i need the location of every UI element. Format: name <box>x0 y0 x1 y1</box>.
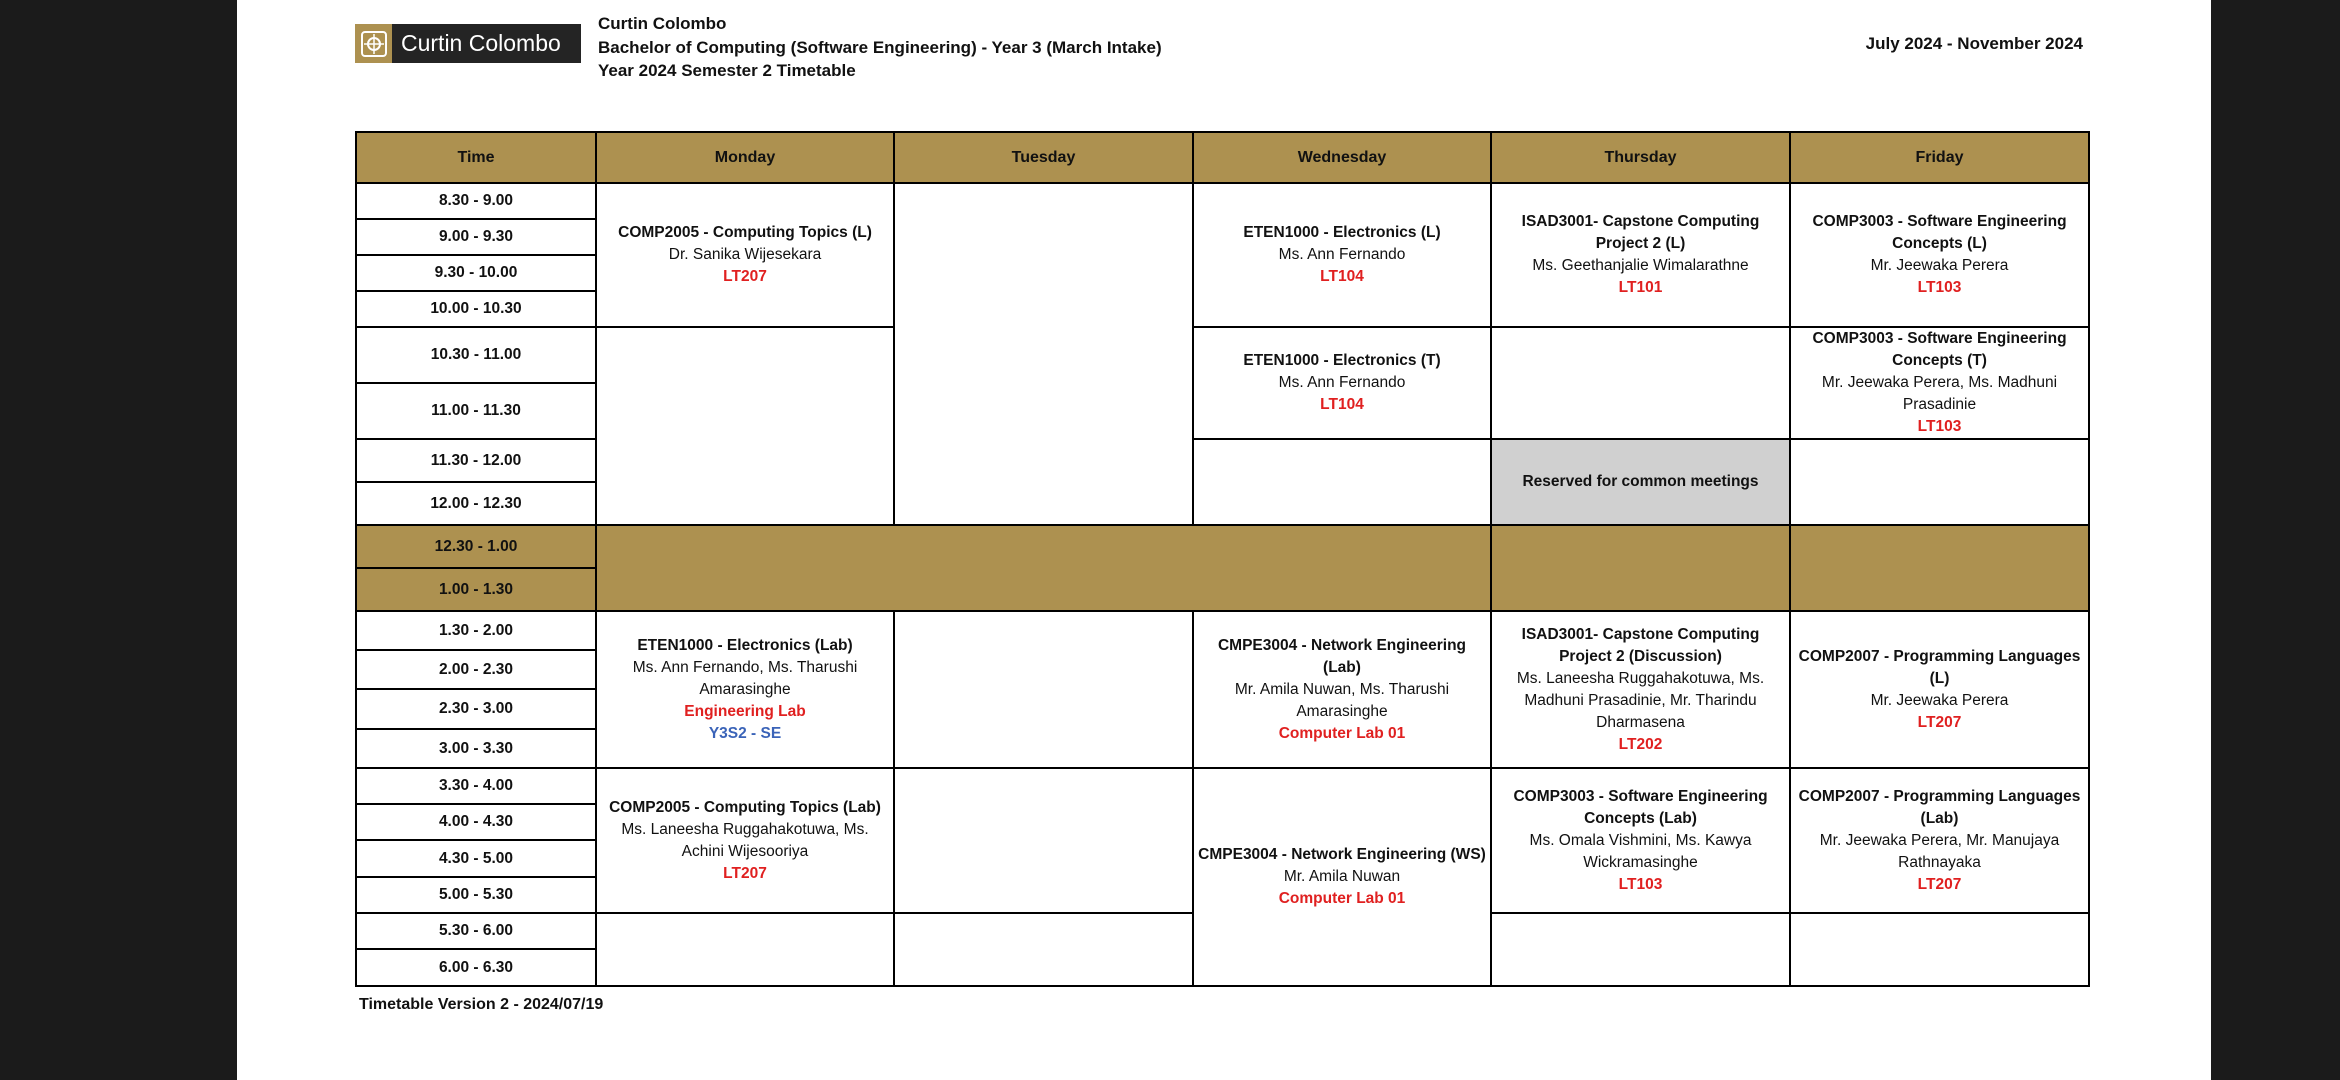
crest-icon <box>355 24 392 63</box>
session-cell <box>1491 183 1790 327</box>
room-label: LT207 <box>1917 875 1962 893</box>
time-slot: 4.30 - 5.00 <box>356 840 596 877</box>
institution-name: Curtin Colombo <box>598 14 727 33</box>
curtin-logo <box>355 24 581 63</box>
course-name: ETEN1000 - Electronics (Lab) <box>637 636 853 654</box>
column-header-tuesday: Tuesday <box>894 132 1193 183</box>
time-slot: 4.00 - 4.30 <box>356 804 596 840</box>
lecturer-name: Mr. Jeewaka Perera <box>1870 691 2009 709</box>
course-name: ISAD3001- Capstone Computing Project 2 (Discussion) <box>1521 625 1760 665</box>
time-slot: 8.30 - 9.00 <box>356 183 596 219</box>
lecturer-name: Mr. Amila Nuwan, Ms. Tharushi Amarasinghe <box>1234 680 1450 720</box>
lecturer-name: Dr. Sanika Wijesekara <box>668 246 822 263</box>
date-range: July 2024 - November 2024 <box>1865 34 2083 53</box>
time-slot: 1.30 - 2.00 <box>356 611 596 650</box>
document-header <box>598 12 1162 83</box>
lecturer-name: Ms. Omala Vishmini, Ms. Kawya Wickramasinghe <box>1529 831 1752 871</box>
lecturer-name: Ms. Ann Fernando, Ms. Tharushi Amarasinghe <box>632 658 858 698</box>
lecturer-name: Ms. Ann Fernando <box>1278 246 1406 263</box>
programme-title: Bachelor of Computing (Software Engineering) - Year 3 (March Intake) <box>598 37 1162 57</box>
time-slot: 1.00 - 1.30 <box>356 568 596 611</box>
empty-cell <box>1790 439 2089 525</box>
lecturer-name: Ms. Laneesha Ruggahakotuwa, Ms. Achini Wijesooriya <box>621 820 869 860</box>
logo-text: Curtin Colombo <box>401 30 561 56</box>
course-name: COMP3003 - Software Engineering Concepts (Lab) <box>1513 787 1768 827</box>
room-label: LT101 <box>1618 279 1663 296</box>
lecturer-name: Ms. Geethanjalie Wimalarathne <box>1532 257 1749 274</box>
room-label: LT207 <box>723 864 767 882</box>
room-label: LT202 <box>1618 735 1663 753</box>
lunch-block <box>1790 525 2089 611</box>
course-name: ETEN1000 - Electronics (T) <box>1243 352 1441 369</box>
lecturer-name: Mr. Amila Nuwan <box>1283 868 1401 885</box>
time-slot: 9.30 - 10.00 <box>356 255 596 291</box>
time-slot: 12.00 - 12.30 <box>356 482 596 525</box>
time-slot: 11.00 - 11.30 <box>356 383 596 439</box>
group-label: Y3S2 - SE <box>708 724 782 742</box>
empty-cell <box>1193 439 1491 525</box>
room-label: LT207 <box>723 268 767 285</box>
session-cell <box>1193 768 1491 986</box>
course-name: COMP2005 - Computing Topics (Lab) <box>609 798 881 816</box>
room-label: Computer Lab 01 <box>1278 890 1406 907</box>
lecturer-name: Ms. Ann Fernando <box>1278 374 1406 391</box>
table-row <box>356 183 2089 219</box>
table-row <box>356 611 2089 650</box>
session-cell <box>596 611 894 768</box>
room-label: LT103 <box>1917 279 1962 296</box>
room-label: LT104 <box>1320 268 1364 285</box>
empty-cell <box>1491 913 1790 986</box>
time-slot: 2.00 - 2.30 <box>356 650 596 689</box>
course-name: COMP2007 - Programming Languages (Lab) <box>1798 787 2081 827</box>
column-header-thursday: Thursday <box>1491 132 1790 183</box>
course-name: CMPE3004 - Network Engineering (Lab) <box>1217 636 1467 676</box>
room-label: LT104 <box>1320 396 1364 413</box>
timetable-grid <box>355 131 2090 987</box>
session-cell <box>596 768 894 913</box>
course-name: ISAD3001- Capstone Computing Project 2 (L) <box>1521 213 1760 252</box>
empty-cell <box>596 913 894 986</box>
course-name: COMP2005 - Computing Topics (L) <box>618 224 872 241</box>
course-name: COMP3003 - Software Engineering Concepts (L) <box>1812 213 2067 252</box>
time-slot: 10.00 - 10.30 <box>356 291 596 327</box>
room-label: Engineering Lab <box>684 702 806 720</box>
session-cell <box>1491 611 1790 768</box>
table-row <box>356 327 2089 383</box>
reserved-cell: Reserved for common meetings <box>1491 439 1790 525</box>
time-slot: 10.30 - 11.00 <box>356 327 596 383</box>
session-cell <box>1193 327 1491 439</box>
session-cell <box>596 183 894 327</box>
session-cell <box>1790 611 2089 768</box>
time-slot: 3.30 - 4.00 <box>356 768 596 804</box>
session-cell <box>1193 183 1491 327</box>
lecturer-name: Ms. Laneesha Ruggahakotuwa, Ms. Madhuni Prasadinie, Mr. Tharindu Dharmasena <box>1516 669 1765 731</box>
empty-cell <box>894 913 1193 986</box>
time-slot: 2.30 - 3.00 <box>356 689 596 729</box>
time-slot: 5.00 - 5.30 <box>356 877 596 913</box>
room-label: LT103 <box>1618 875 1663 893</box>
column-header-wednesday: Wednesday <box>1193 132 1491 183</box>
lecturer-name: Mr. Jeewaka Perera, Mr. Manujaya Rathnayaka <box>1819 831 2060 871</box>
version-footer: Timetable Version 2 - 2024/07/19 <box>359 996 604 1013</box>
course-name: COMP3003 - Software Engineering Concepts (T) <box>1812 330 2067 369</box>
course-name: CMPE3004 - Network Engineering (WS) <box>1198 846 1486 863</box>
column-header-friday: Friday <box>1790 132 2089 183</box>
lecturer-name: Mr. Jeewaka Perera, Ms. Madhuni Prasadinie <box>1821 374 2058 413</box>
session-cell <box>1790 327 2089 439</box>
time-slot: 3.00 - 3.30 <box>356 729 596 768</box>
time-slot: 12.30 - 1.00 <box>356 525 596 568</box>
room-label: LT207 <box>1917 713 1962 731</box>
session-cell <box>1790 183 2089 327</box>
time-slot: 9.00 - 9.30 <box>356 219 596 255</box>
time-slot: 5.30 - 6.00 <box>356 913 596 949</box>
header-row <box>356 132 2089 183</box>
course-name: ETEN1000 - Electronics (L) <box>1243 224 1441 241</box>
lunch-block <box>596 525 1491 611</box>
column-header-time: Time <box>356 132 596 183</box>
empty-cell <box>894 768 1193 913</box>
lunch-block <box>1491 525 1790 611</box>
empty-cell <box>1790 913 2089 986</box>
column-header-monday: Monday <box>596 132 894 183</box>
room-label: Computer Lab 01 <box>1278 724 1406 742</box>
course-name: COMP2007 - Programming Languages (L) <box>1798 647 2081 687</box>
session-cell <box>1790 768 2089 913</box>
time-slot: 6.00 - 6.30 <box>356 949 596 986</box>
session-cell <box>1491 768 1790 913</box>
time-slot: 11.30 - 12.00 <box>356 439 596 482</box>
empty-cell <box>894 183 1193 525</box>
empty-cell <box>1491 327 1790 439</box>
table-row <box>356 525 2089 568</box>
timetable-title: Year 2024 Semester 2 Timetable <box>598 61 856 80</box>
table-row <box>356 768 2089 804</box>
timetable-page <box>237 0 2211 1080</box>
room-label: LT103 <box>1917 418 1962 435</box>
lecturer-name: Mr. Jeewaka Perera <box>1870 257 2009 274</box>
session-cell <box>1193 611 1491 768</box>
empty-cell <box>894 611 1193 768</box>
empty-cell <box>596 327 894 525</box>
